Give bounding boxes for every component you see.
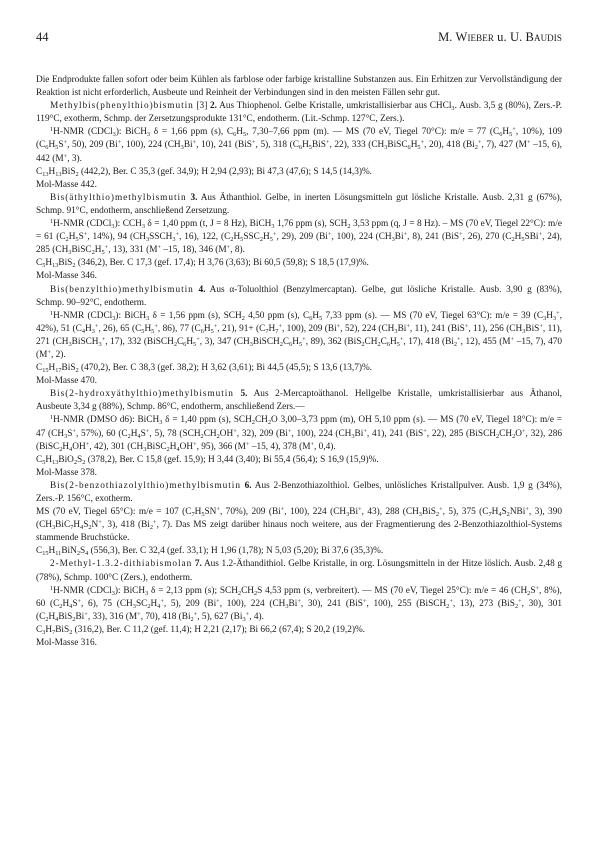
- compound-name: Bis(2-benzothiazolylthio)methylbismutin: [50, 480, 241, 491]
- compound-3-mass: Mol-Masse 346.: [36, 271, 97, 282]
- compound-6-preparation: Bis(2-benzothiazolylthio)methylbismutin 6. Aus 2-Benzothiazolthiol. Gelbes, unlösliches Kristallpulver. Ausb. 1,9 g (34%), Zers.-P. 156°C, exotherm.: [36, 480, 562, 504]
- compound-name: Bis(benzylthio)methylbismutin: [50, 284, 194, 295]
- compound-2-analysis: $C_{13}H_{13}BiS_2$ (442,2), Ber. C 35,3 (gef. 34,9); H 2,94 (2,93); Bi 47,3 (47,6); S 14,5 (14,3)%.: [36, 166, 373, 178]
- paragraph-intro: Die Endprodukte fallen sofort oder beim Kühlen als farblose oder farbige kristalline Substanzen aus. Ein Erhitzen zur Vervollständigung der Reaktion ist nicht erforderlich, Ausbeute und Reinheit der Verbindungen sind in den meisten Fällen sehr gut.: [36, 75, 562, 99]
- compound-6-analysis: $C_{15}H_{11}BiN_2S_4$ (556,3), Ber. C 32,4 (gef. 33,1); H 1,96 (1,78); N 5,03 (5,20); Bi 37,6 (35,3)%.: [36, 546, 384, 558]
- compound-3-spectra: $^1$H-NMR (CDCl$_3$): $CCH_3$ δ = 1,40 ppm (t, J = 8 Hz), BiCH$_3$ 1,76 ppm (s), $SCH_2$ 3,53 ppm (q, J = 8 Hz). – MS (70 eV, Tiegel 22°C): m/e = 61 ($C_2H_5S^+$, 14%), 94 ($CH_3SSCH_3^+$, 16), 122, ($C_2H_5SSC_2H_5^+$, 29), 209 (Bi+, 100), 224 ($CH_3Bi^+$, 8), 241 (BiS+, 26), 270 ($C_2H_5SBi^+$, 24), 285 ($CH_3BiSC_2H_5^+$, 13), 331 (M+ –15, 18), 346 (M+, 8).: [36, 218, 562, 257]
- compound-3-analysis: $C_5H_{13}BiS_2$ (346,2), Ber. C 17,3 (gef. 17,4); H 3,76 (3,63); Bi 60,5 (59,8); S 18,5 (17,9)%.: [36, 258, 369, 270]
- compound-5-analysis: $C_5H_{13}BiO_2S_2$ (378,2), Ber. C 15,8 (gef. 15,9); H 3,44 (3,40); Bi 55,4 (56,4); S 16,9 (15,9)%.: [36, 454, 379, 466]
- compound-name: 2-Methyl-1.3.2-dithiabismolan: [50, 559, 193, 570]
- compound-7-preparation: 2-Methyl-1.3.2-dithiabismolan 7. Aus 1.2-Äthandithiol. Gelbe Kristalle, in org. Lösungsmitteln in der Hitze löslich. Ausb. 2,48 g (78%), Schmp. 100°C (Zers.), endotherm.: [36, 559, 563, 583]
- running-head-authors: M. Wieber u. U. Baudis: [438, 30, 562, 44]
- compound-7-mass: Mol-Masse 316.: [36, 638, 97, 649]
- compound-2-mass: Mol-Masse 442.: [36, 179, 97, 190]
- compound-4-analysis: $C_{15}H_{17}BiS_2$ (470,2), Ber. C 38,3 (gef. 38,2); H 3,62 (3,61); Bi 44,5 (45,5); S 13,6 (13,7)%.: [36, 363, 373, 374]
- article-body: [36, 74, 562, 650]
- compound-name: Methylbis(phenylthio)bismutin: [50, 101, 194, 112]
- compound-7-analysis: $C_3H_7BiS_2$ (316,2), Ber. C 11,2 (gef. 11,4); H 2,21 (2,17); Bi 66,2 (67,4); S 20,2 (19,2)%.: [36, 624, 366, 636]
- compound-2-preparation: Methylbis(phenylthio)bismutin [3] 2. Aus Thiophenol. Gelbe Kristalle, umkristallisierbar aus CHCl$_3$. Ausb. 3,5 g (80%), Zers.-P. 119°C, exotherm, Schmp. der Zersetzungsprodukte 131°C, endotherm. (Lit.-Schmp. 127°C, Zers.).: [36, 101, 562, 125]
- compound-2-spectra: $^1$H-NMR (CDCl$_3$): BiCH$_3$ δ = 1,66 ppm (s), $C_6H_5$, 7,30–7,66 ppm (m). — MS (70 eV, Tiegel 70°C): m/e = 77 ($C_6H_5^+$, 10%), 109 ($C_6H_5S^+$, 50), 209 (Bi+, 100), 224 ($CH_3Bi^+$, 10), 241 (BiS+, 5), 318 ($C_6H_5BiS^+$, 22), 333 ($CH_3BiSC_6H_5^+$, 20), 418 ($Bi_2^+$, 7), 427 (M+ –15, 6), 442 (M+, 3).: [36, 126, 563, 164]
- compound-4-spectra: $^1$H-NMR (CDCl$_3$): BiCH$_3$ δ = 1,56 ppm (s), $SCH_2$ 4,50 ppm (s), $C_6H_5$ 7,33 ppm (s). — MS (70 eV, Tiegel 63°C): m/e = 39 ($C_3H_3^+$, 42%), 51 ($C_4H_3^+$, 26), 65 ($C_5H_5^+$, 86), 77 ($C_6H_5^+$, 21), $91+ (C_7H_7^+$, 100), 209 (Bi+, 52), 224 ($CH_3Bi^+$, 11), 241 (BiS+, 11), 256 ($CH_3BiS^+$, 11), 271 ($CH_3BiSCH_3^+$, 17), 332 ($BiSCH_2C_6H_5^+$, 3), 347 ($CH_3BiSCH_2C_6H_5^+$, 89), 362 ($BiS_2CH_2C_6H_5^+$, 17), 418 ($Bi_2^+$, 12), 455 (M+ –15, 7), 470 (M+, 2).: [36, 309, 563, 360]
- page-number: 44: [36, 30, 49, 44]
- compound-5-spectra: $^1$H-NMR (DMSO d6): BiCH$_3$ δ = 1,40 ppm (s), $SCH_2CH_2O$ 3,00–3,73 ppm (m), OH 5,10 ppm (s). — MS (70 eV, Tiegel 18°C): m/e = 47 ($CH_3S^+$, 57%), 60 ($C_2H_4S^+$, 5), 78 ($SCH_2CH_2OH^+$, 32), 209 (Bi+, 100), 224 ($CH_3Bi^+$, 41), 241 (BiS+, 22), 285 ($BiSCH_2CH_2O^+$, 32), 286 ($BiSC_2H_4OH^+$, 42), 301 ($CH_3BiSC_2H_4OH^+$, 95), 366 (M+ –15, 4), 378 (M+, 0,4).: [36, 414, 563, 453]
- running-header: [36, 30, 562, 48]
- compound-name: Bis(2-hydroxyäthylthio)methylbismutin: [50, 389, 234, 400]
- compound-5-preparation: Bis(2-hydroxyäthylthio)methylbismutin 5. Aus 2-Mercaptoäthanol. Hellgelbe Kristalle, umkristallisierbar aus Äthanol, Ausbeute 3,34 g (88%), Schmp. 86°C, endotherm, anschließend Zers.—: [36, 389, 562, 413]
- compound-6-spectra: MS (70 eV, Tiegel 65°C): m/e = 107 ($C_7H_5SN^+$, 70%), 209 (Bi+, 100), 224 ($CH_3Bi^+$, 43), 288 ($CH_3BiS_2^+$, 5), 375 ($C_7H_4S_2NBi^+$, 3), 390 ($CH_3BiC_7H_4S_2N^+$, 3), 418 ($Bi_2^+$, 7). Das MS zeigt darüber hinaus noch weitere, aus der Fragmentierung des 2-Benzothiazolthiol-Systems stammende Bruchstücke.: [36, 506, 562, 544]
- compound-4-mass: Mol-Masse 470.: [36, 376, 97, 387]
- compound-5-mass: Mol-Masse 378.: [36, 467, 97, 478]
- compound-name: Bis(äthylthio)methylbismutin: [50, 192, 187, 203]
- compound-4-preparation: Bis(benzylthio)methylbismutin 4. Aus α-Toluolthiol (Benzylmercaptan). Gelbe, gut lösliche Kristalle. Ausb. 3,90 g (83%), Schmp. 90–92°C, endotherm.: [36, 284, 562, 308]
- compound-3-preparation: Bis(äthylthio)methylbismutin 3. Aus Äthanthiol. Gelbe, in inerten Lösungsmitteln gut lösliche Kristalle. Ausb. 2,31 g (67%), Schmp. 91°C, endotherm, anschließend Zersetzung.: [36, 192, 562, 216]
- compound-7-spectra: $^1$H-NMR (CDCl$_3$): BiCH$_3$ δ = 2,13 ppm (s); $SCH_2CH_2S$ 4,53 ppm (s, verbreitert). — MS (70 eV, Tiegel 25°C): m/e = 46 ($CH_2S^+$, 8%), 60 ($C_2H_4S^+$, 6), 75 ($CH_3SC_2H_4^+$, 5), 209 (Bi+, 100), 224 ($CH_3Bi^+$, 30), 241 (BiS+, 100), 255 (BiSCH$_2$+, 13), 273 (BiS$_2$+, 30), 301 ($C_2H_4BiS_2Bi^+$, 33), 316 (M+, 70), 418 ($Bi_2^+$, 5), 627 ($Bi_3^+$, 4).: [36, 584, 562, 623]
